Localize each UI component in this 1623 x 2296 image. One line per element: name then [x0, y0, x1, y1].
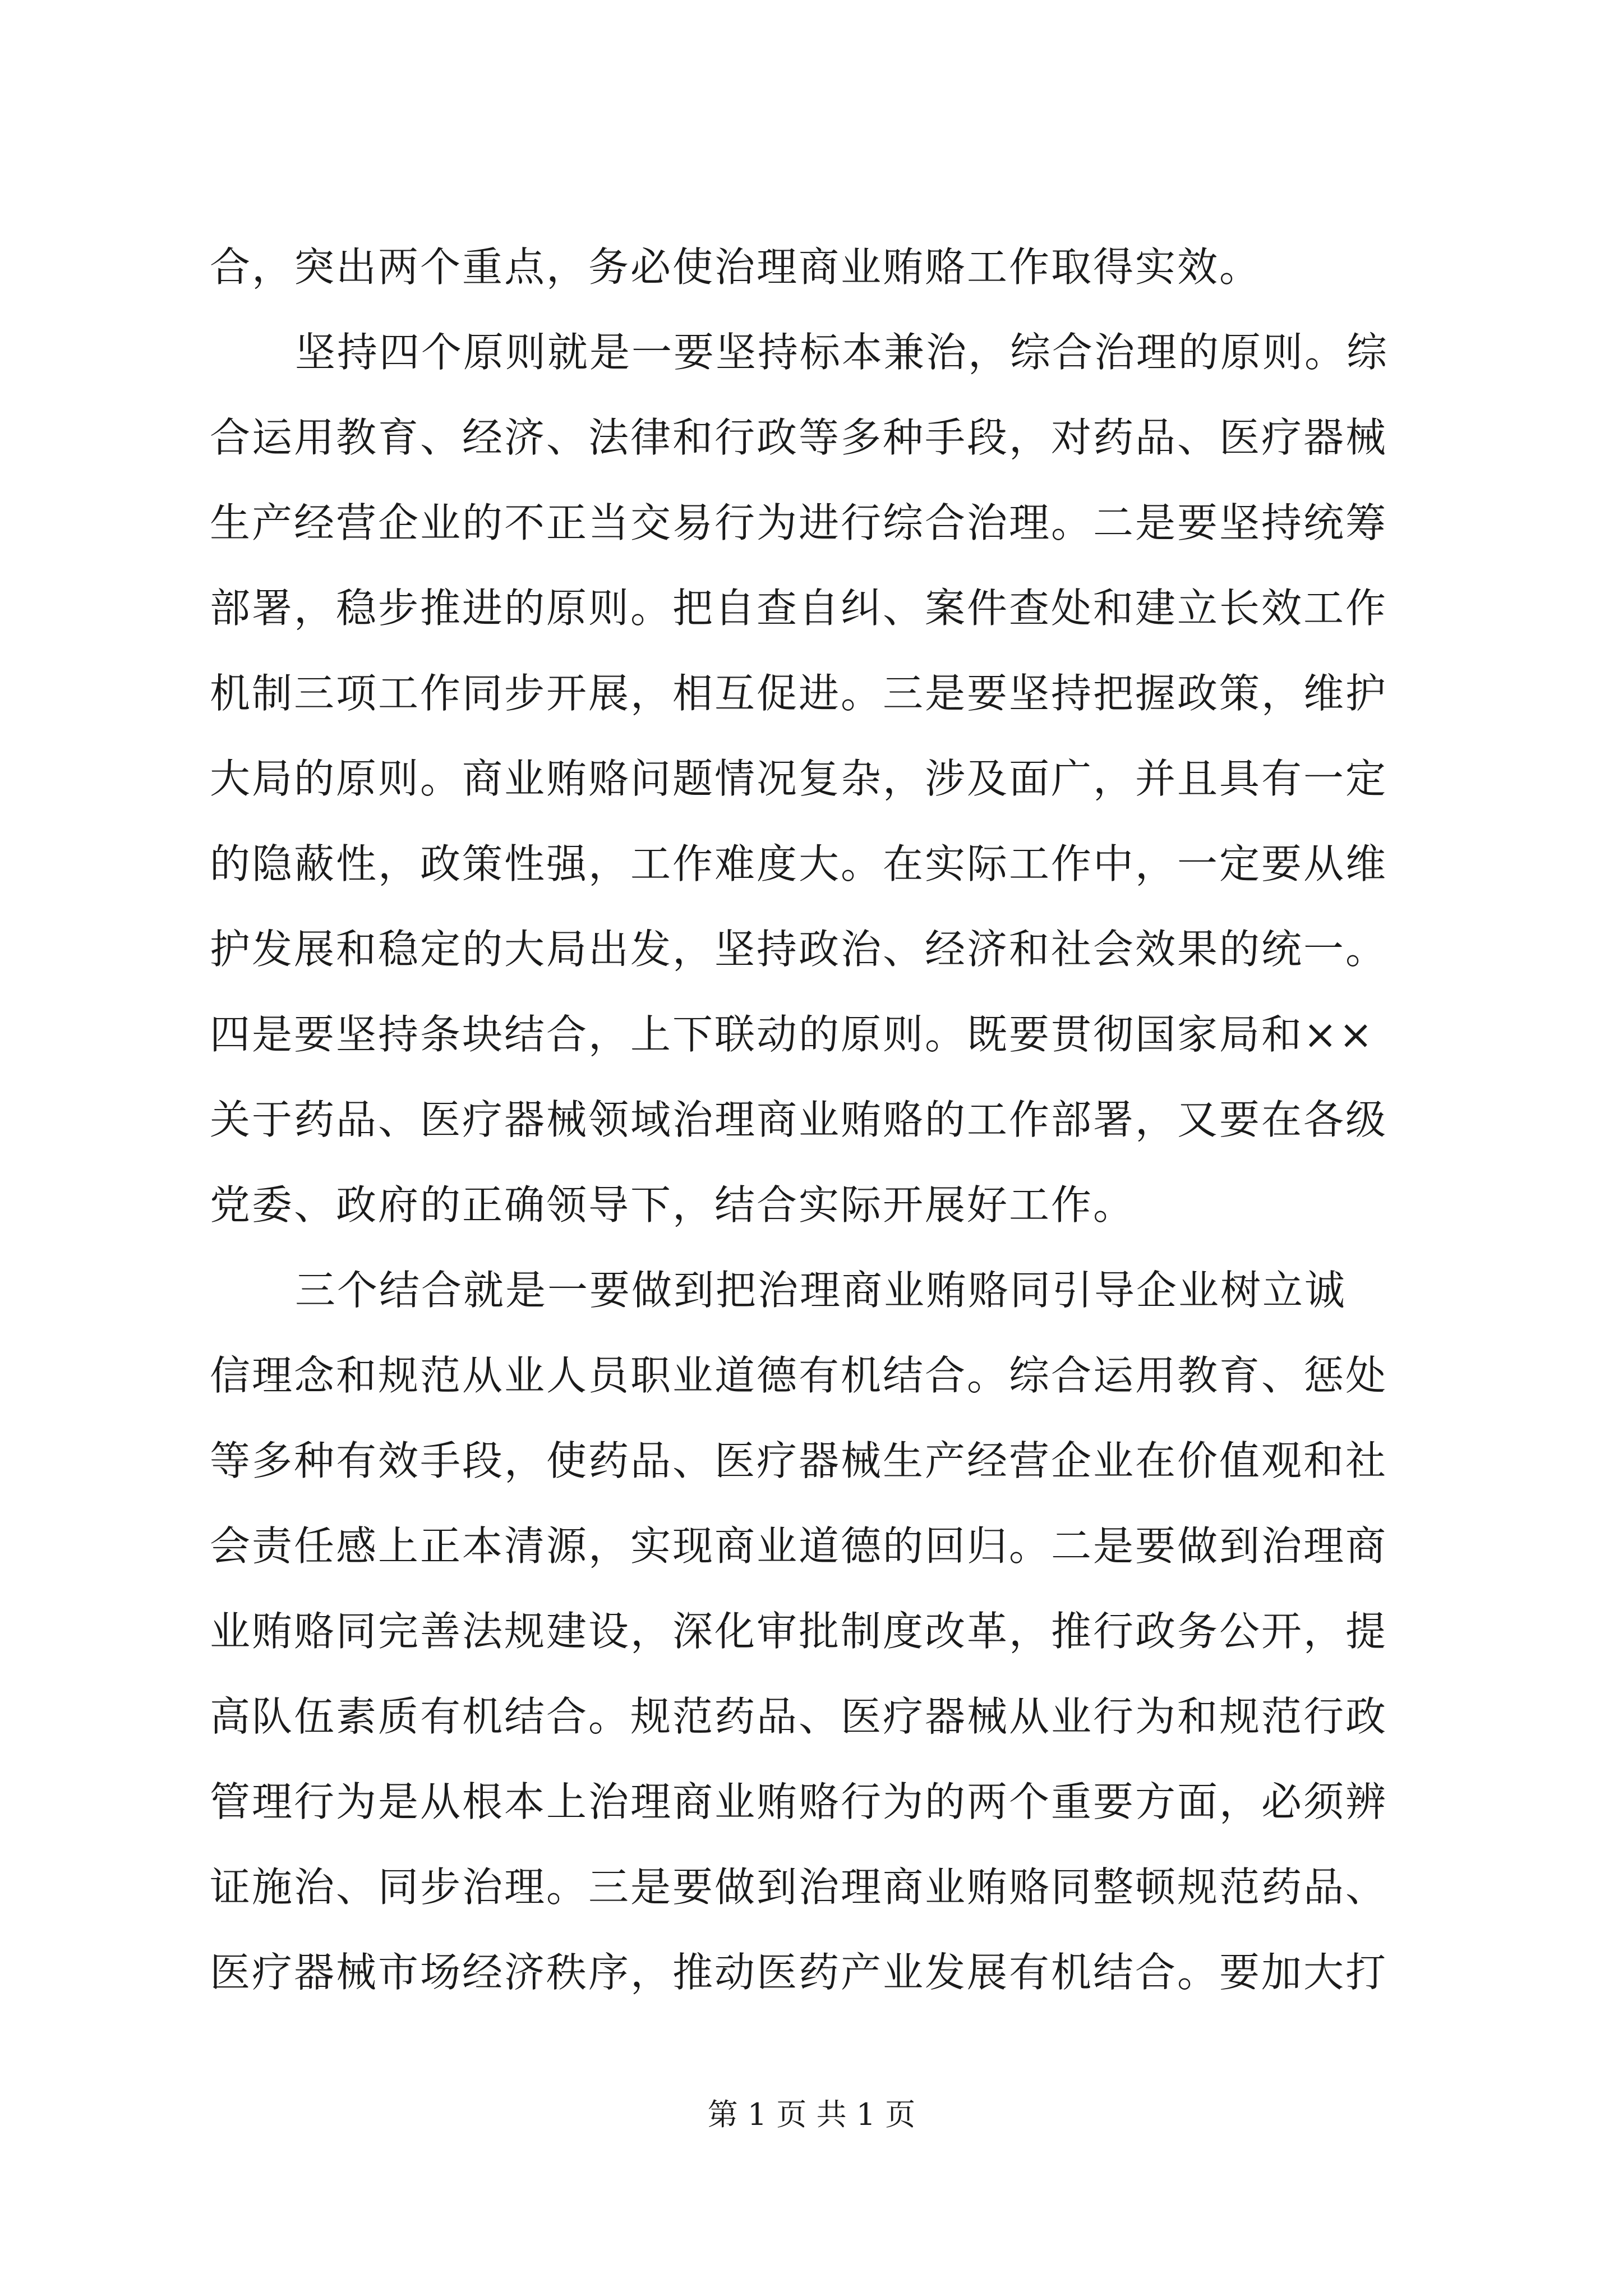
text-line: 合，突出两个重点，务必使治理商业贿赂工作取得实效。	[210, 243, 1262, 291]
text-line: 等多种有效手段，使药品、医疗器械生产经营企业在价值观和社	[210, 1437, 1388, 1484]
body-text	[210, 224, 1427, 2015]
text-line: 高队伍素质有机结合。规范药品、医疗器械从业行为和规范行政	[210, 1693, 1388, 1740]
text-line: 的隐蔽性，政策性强，工作难度大。在实际工作中，一定要从维	[210, 840, 1388, 887]
text-line: 信理念和规范从业人员职业道德有机结合。综合运用教育、惩处	[210, 1352, 1388, 1399]
page-footer: 第 1 页 共 1 页	[707, 2097, 916, 2132]
text-line: 党委、政府的正确领导下，结合实际开展好工作。	[210, 1181, 1136, 1228]
text-line: 机制三项工作同步开展，相互促进。三是要坚持把握政策，维护	[210, 670, 1388, 717]
text-line: 护发展和稳定的大局出发，坚持政治、经济和社会效果的统一。	[210, 926, 1388, 973]
text-line: 部署，稳步推进的原则。把自查自纠、案件查处和建立长效工作	[210, 585, 1388, 632]
text-line: 三个结合就是一要做到把治理商业贿赂同引导企业树立诚	[295, 1267, 1347, 1314]
text-line: 大局的原则。商业贿赂问题情况复杂，涉及面广，并且具有一定	[210, 755, 1388, 802]
text-line: 合运用教育、经济、法律和行政等多种手段，对药品、医疗器械	[210, 414, 1388, 461]
text-line: 会责任感上正本清源，实现商业道德的回归。二是要做到治理商	[210, 1522, 1388, 1570]
text-line: 医疗器械市场经济秩序，推动医药产业发展有机结合。要加大打	[210, 1949, 1388, 1996]
text-line: 坚持四个原则就是一要坚持标本兼治，综合治理的原则。综	[295, 329, 1389, 376]
text-line: 生产经营企业的不正当交易行为进行综合治理。二是要坚持统筹	[210, 499, 1388, 546]
text-line: 四是要坚持条块结合，上下联动的原则。既要贯彻国家局和××	[210, 1011, 1375, 1058]
text-line: 关于药品、医疗器械领域治理商业贿赂的工作部署，又要在各级	[210, 1096, 1388, 1143]
text-line: 管理行为是从根本上治理商业贿赂行为的两个重要方面，必须辨	[210, 1778, 1388, 1825]
text-line: 证施治、同步治理。三是要做到治理商业贿赂同整顿规范药品、	[210, 1864, 1388, 1911]
text-line: 业贿赂同完善法规建设，深化审批制度改革，推行政务公开，提	[210, 1608, 1388, 1655]
